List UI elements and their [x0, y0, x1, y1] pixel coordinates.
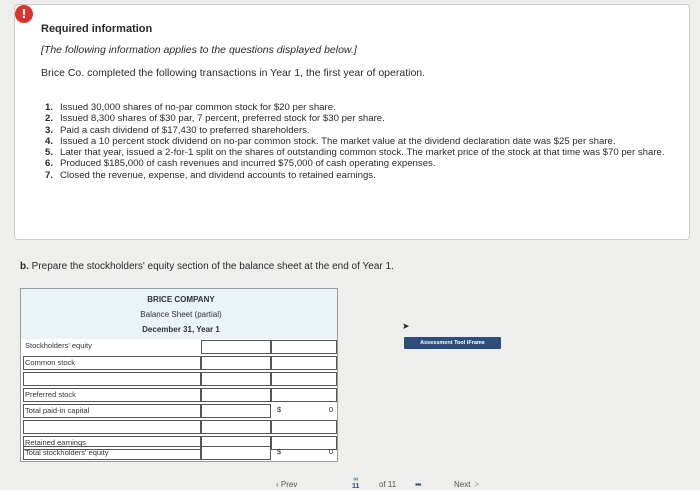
currency-symbol: $: [277, 447, 282, 456]
required-info-title: Required information: [41, 23, 153, 35]
link-icon: ∞: [353, 476, 359, 483]
list-item: 4. Issued a 10 percent stock dividend on no-par common stock. The market value at the dividend declaration date was $25 per share.: [45, 135, 616, 147]
table-row: [21, 355, 337, 371]
total-paid-in-label: Total paid-in capital: [23, 404, 201, 418]
row-total-input[interactable]: [271, 420, 337, 434]
balance-sheet-table: [20, 288, 338, 462]
row-amount-input[interactable]: [201, 372, 271, 386]
preferred-stock-amount-input[interactable]: [201, 388, 271, 402]
retained-earnings-label-input[interactable]: Retained earnings: [23, 436, 201, 450]
required-info-intro: Brice Co. completed the following transactions in Year 1, the first year of operation.: [41, 67, 426, 79]
list-item: 7. Closed the revenue, expense, and dividend accounts to retained earnings.: [45, 169, 376, 181]
currency-symbol: $: [277, 405, 282, 414]
company-name: BRICE COMPANY: [147, 295, 215, 304]
grid-icon[interactable]: ▪▪▪: [415, 480, 421, 489]
prev-button[interactable]: ‹ Prev: [276, 480, 298, 489]
common-stock-label-input[interactable]: Common stock: [23, 356, 201, 370]
common-stock-total-input[interactable]: [271, 356, 337, 370]
total-paid-in-value: 0: [328, 405, 333, 414]
total-equity-label: Total stockholders' equity: [23, 446, 201, 460]
next-button[interactable]: Next >: [454, 480, 480, 489]
table-row: [21, 419, 337, 435]
question-text: b. Prepare the stockholders' equity section of the balance sheet at the end of Year 1.: [20, 261, 394, 272]
page-indicator[interactable]: [352, 476, 359, 490]
section-amount-input[interactable]: [201, 340, 271, 354]
transaction-list: [45, 102, 665, 181]
row-label-input[interactable]: [23, 420, 201, 434]
common-stock-amount-input[interactable]: [201, 356, 271, 370]
required-info-note: [The following information applies to the questions displayed below.]: [41, 44, 357, 56]
table-row: [21, 387, 337, 403]
preferred-stock-total-input[interactable]: [271, 388, 337, 402]
preferred-stock-label-input[interactable]: Preferred stock: [23, 388, 201, 402]
table-row: [21, 371, 337, 387]
sheet-date: December 31, Year 1: [142, 325, 220, 334]
alert-icon: !: [15, 5, 33, 23]
page-count: of 11: [379, 480, 397, 489]
required-information-card: [14, 4, 690, 240]
row-amount-input[interactable]: [201, 420, 271, 434]
row-total-input[interactable]: [271, 372, 337, 386]
total-equity-value: 0: [328, 447, 333, 456]
row-label-input[interactable]: [23, 372, 201, 386]
total-equity-amount-input[interactable]: [201, 446, 271, 460]
list-item: 5. Later that year, issued a 2-for-1 split on the shares of outstanding common stock. The market price of the stock at that time was $70 per share.: [45, 147, 665, 159]
section-total-input[interactable]: [271, 340, 337, 354]
section-label: Stockholders' equity: [25, 341, 92, 350]
balance-sheet-header: [21, 289, 337, 339]
list-item: 1. Issued 30,000 shares of no-par common stock for $20 per share.: [45, 102, 336, 113]
cursor-arrow-icon: ➤: [402, 321, 410, 331]
table-row: [21, 339, 337, 355]
assessment-tool-iframe-button[interactable]: Assessment Tool iFrame: [404, 337, 501, 349]
table-row: [21, 403, 337, 419]
page-number: 11: [352, 483, 360, 490]
total-paid-in-amount-input[interactable]: [201, 404, 271, 418]
table-row: [21, 445, 337, 461]
list-item: 6. Produced $185,000 of cash revenues and incurred $75,000 of cash operating expenses.: [45, 158, 436, 170]
sheet-title: Balance Sheet (partial): [140, 310, 222, 319]
list-item: 2. Issued 8,300 shares of $30 par, 7 percent, preferred stock for $30 per share.: [45, 113, 385, 125]
list-item: 3. Paid a cash dividend of $17,430 to preferred shareholders.: [45, 124, 310, 136]
